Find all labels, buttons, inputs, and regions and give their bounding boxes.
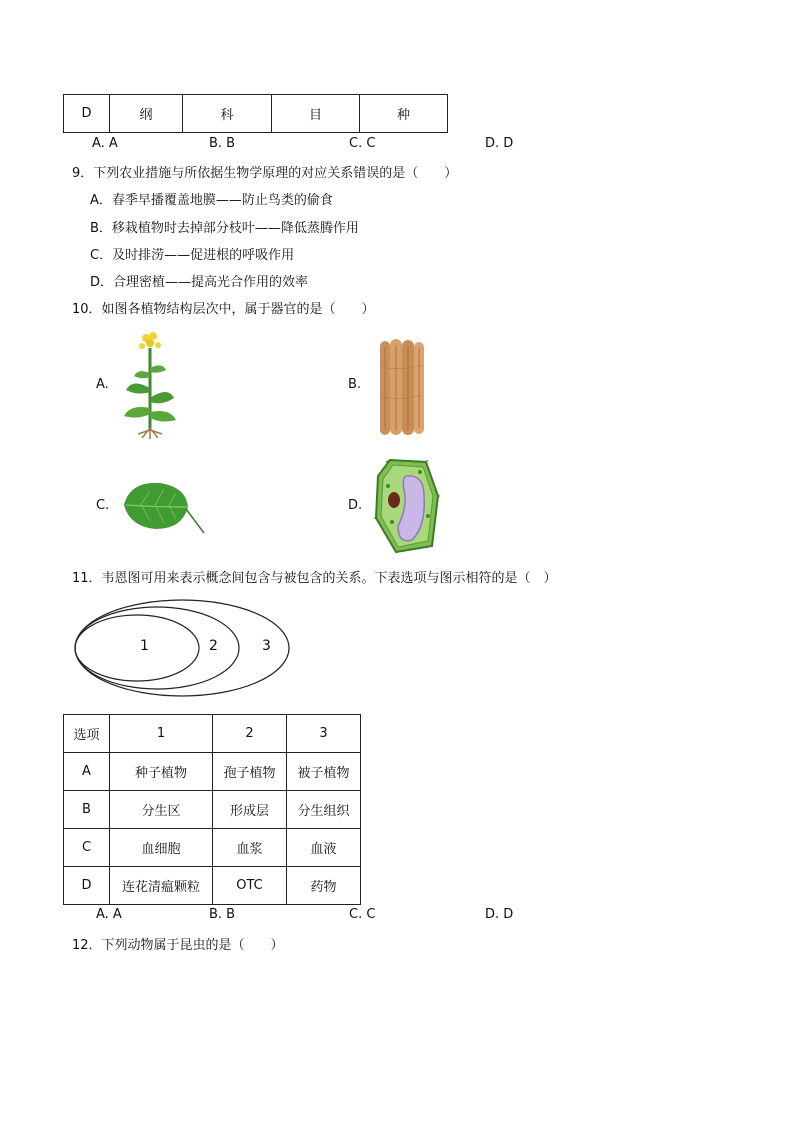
q8-cell: 目: [272, 95, 360, 133]
q10-label-a[interactable]: A.: [96, 377, 109, 392]
table-header-cell: 2: [213, 715, 287, 753]
plant-cell-image[interactable]: [372, 456, 442, 556]
q9-choice-a[interactable]: A．春季早播覆盖地膜——防止鸟类的偷食: [90, 193, 333, 208]
table-cell: OTC: [213, 867, 287, 905]
q11-option-b[interactable]: B. B: [209, 907, 236, 922]
q8-cell: 科: [183, 95, 272, 133]
q8-table: [63, 94, 448, 133]
tissue-image[interactable]: [378, 337, 426, 439]
q10-label-b[interactable]: B.: [348, 377, 362, 392]
table-row: [64, 753, 361, 791]
q8-option-c[interactable]: C. C: [349, 136, 376, 151]
venn-label-1: 1: [140, 638, 149, 654]
table-cell: A: [64, 753, 110, 791]
q8-cell: D: [64, 95, 110, 133]
table-row: [64, 829, 361, 867]
q10-label-c[interactable]: C.: [96, 498, 110, 513]
table-cell: 血液: [287, 829, 361, 867]
q9-choice-c[interactable]: C．及时排涝——促进根的呼吸作用: [90, 248, 295, 263]
q9-choice-d[interactable]: D．合理密植——提高光合作用的效率: [90, 275, 309, 290]
table-header-cell: 3: [287, 715, 361, 753]
q8-option-a[interactable]: A. A: [92, 136, 118, 151]
leaf-image[interactable]: [120, 477, 206, 535]
venn-outer-circle: [75, 600, 289, 696]
q8-cell: 纲: [110, 95, 183, 133]
table-row: [64, 715, 361, 753]
q11-option-d[interactable]: D. D: [485, 907, 514, 922]
table-cell: C: [64, 829, 110, 867]
table-cell: 孢子植物: [213, 753, 287, 791]
table-row: [64, 791, 361, 829]
q11-option-a[interactable]: A. A: [96, 907, 122, 922]
venn-label-3: 3: [262, 638, 271, 654]
table-header-cell: 1: [110, 715, 213, 753]
table-cell: 连花清瘟颗粒: [110, 867, 213, 905]
q11-table: [63, 714, 361, 905]
q9-stem: 9．下列农业措施与所依据生物学原理的对应关系错误的是（ ）: [72, 166, 458, 181]
q11-option-c[interactable]: C. C: [349, 907, 376, 922]
q8-option-d[interactable]: D. D: [485, 136, 514, 151]
q11-stem: 11．韦恩图可用来表示概念间包含与被包含的关系。下表选项与图示相符的是（ ）: [72, 571, 557, 586]
q10-stem: 10．如图各植物结构层次中，属于器官的是（ ）: [72, 302, 375, 317]
table-row: [64, 867, 361, 905]
table-cell: 形成层: [213, 791, 287, 829]
table-cell: 药物: [287, 867, 361, 905]
table-cell: D: [64, 867, 110, 905]
q8-option-b[interactable]: B. B: [209, 136, 236, 151]
q8-cell: 种: [360, 95, 448, 133]
venn-label-2: 2: [209, 638, 218, 654]
q9-choice-b[interactable]: B．移栽植物时去掉部分枝叶——降低蒸腾作用: [90, 221, 359, 236]
table-cell: 血浆: [213, 829, 287, 867]
table-cell: B: [64, 791, 110, 829]
plant-image[interactable]: [120, 328, 180, 440]
table-cell: 血细胞: [110, 829, 213, 867]
venn-inner-circle: [75, 615, 199, 681]
table-cell: 被子植物: [287, 753, 361, 791]
table-cell: 种子植物: [110, 753, 213, 791]
table-cell: 分生区: [110, 791, 213, 829]
q12-stem: 12．下列动物属于昆虫的是（ ）: [72, 938, 284, 953]
q10-label-d[interactable]: D.: [348, 498, 363, 513]
table-header-cell: 选项: [64, 715, 110, 753]
table-cell: 分生组织: [287, 791, 361, 829]
